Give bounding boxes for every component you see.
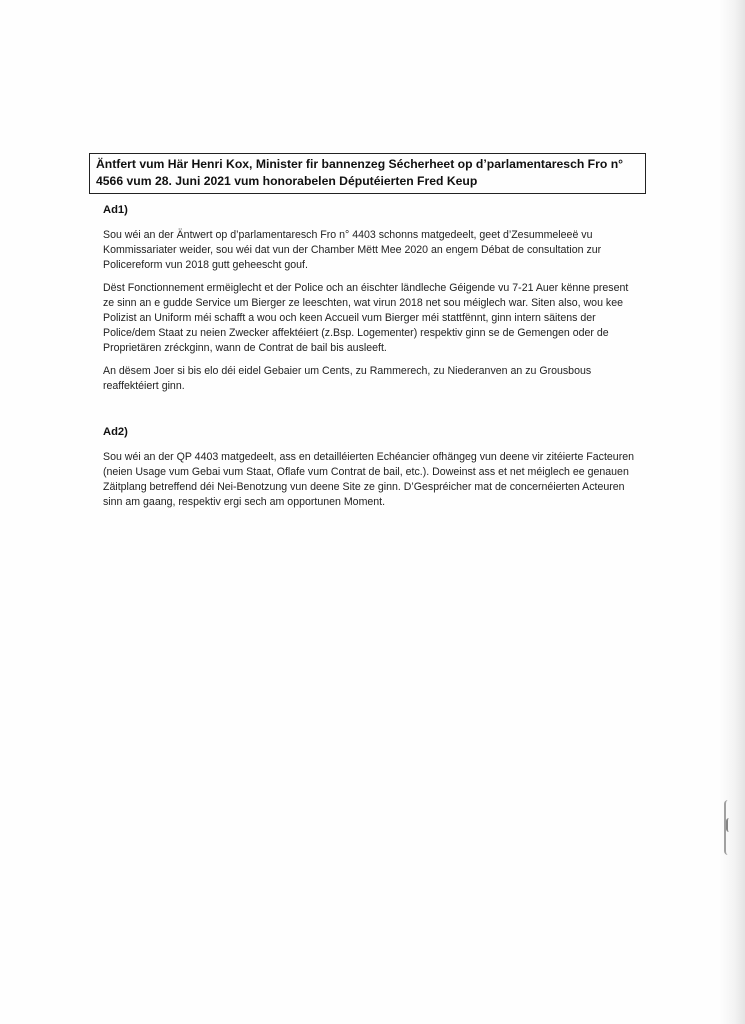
section-heading: Ad2) xyxy=(103,426,128,438)
paragraph: Sou wéi an der Äntwert op d’parlamentaresch Fro n° 4403 schonns matgedeelt, geet d’Zesummeleeë vu Kommissariater weider, sou wéi dat vun der Chamber Mëtt Mee 2020 an engem Débat de consultation zur Policereform vun 2018 gutt geheescht gouf. xyxy=(103,229,602,271)
paragraph: Dëst Fonctionnement ermëiglecht et der Police och an éischter ländleche Géigende vu 7-21 Auer kënne present ze sinn an e gudde Service um Bierger ze leeschten, wat virun 2018 net sou méiglech war. Siten also, wou kee Polizist an Uniform méi schafft a wou och keen Accueil vum Bierger méi stattfënnt, ginn intern säitens der Police/dem Staat zu neien Zwecker affektéiert (z.Bsp. Logementer) respektiv ginn se de Gemengen oder de Proprietären zréckginn, wann de Contrat de bail bis ausleeft. xyxy=(103,282,629,354)
section-spacer xyxy=(89,402,646,425)
section-ad1 xyxy=(89,203,646,394)
document-title: Äntfert vum Här Henri Kox, Minister fir bannenzeg Sécherheet op d’parlamentaresch Fro n° 4566 vum 28. Juni 2021 vum honorabelen Députéierten Fred Keup xyxy=(89,153,646,194)
section-heading: Ad1) xyxy=(103,204,128,216)
document-body xyxy=(89,203,646,518)
section-ad2 xyxy=(89,425,646,510)
scan-edge-shadow xyxy=(719,0,745,1024)
paragraph: An dësem Joer si bis elo déi eidel Gebaier um Cents, zu Rammerech, zu Niederanven an zu Grousbous reaffektéiert ginn. xyxy=(103,365,592,392)
paragraph: Sou wéi an der QP 4403 matgedeelt, ass en detailléierten Echéancier ofhängeg vun deene vir zitéierte Facteuren (neien Usage vum Gebai vum Staat, Oflafe vum Contrat de bail, etc.). Doweinst ass et net méiglech ee genauen Zäitplang betreffend déi Nei-Benotzung vun deene Site ze ginn. D’Gespréicher mat de concernéierten Acteuren sinn am gaang, respektiv ergi sech am opportunen Moment. xyxy=(103,451,635,508)
staple-mark xyxy=(724,800,734,855)
